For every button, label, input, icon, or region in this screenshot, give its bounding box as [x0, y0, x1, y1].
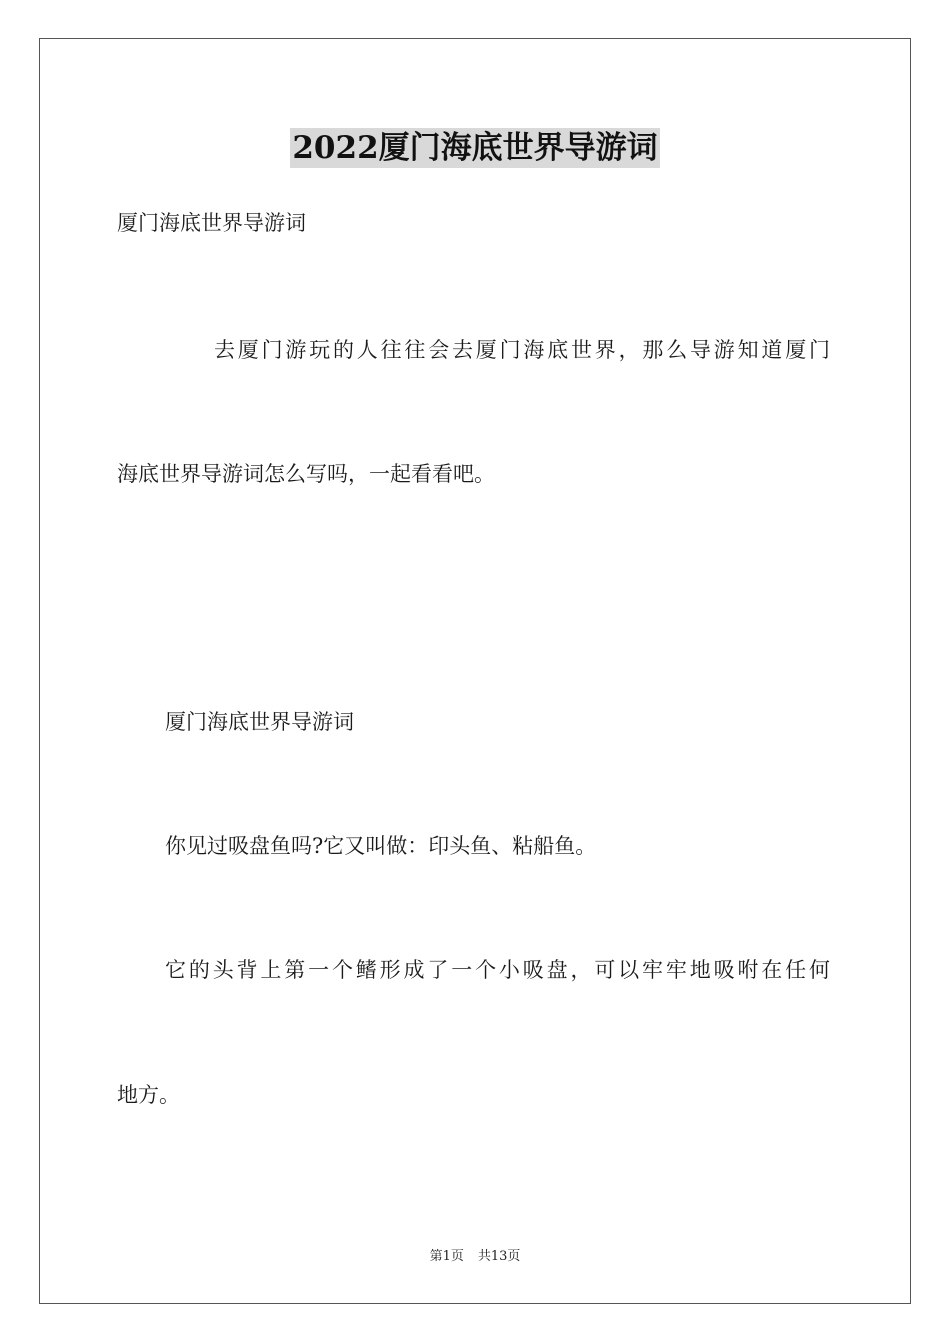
page-number: 第1页 — [429, 1249, 464, 1264]
paragraph-remora-line-1: 它的头背上第一个鳍形成了一个小吸盘，可以牢牢地吸咐在任何 — [165, 958, 830, 982]
paragraph-remora-question: 你见过吸盘鱼吗?它又叫做：印头鱼、粘船鱼。 — [165, 834, 597, 858]
paragraph-intro-line-2: 海底世界导游词怎么写吗，一起看看吧。 — [117, 462, 495, 486]
section-heading: 厦门海底世界导游词 — [165, 710, 354, 734]
title-container — [0, 128, 950, 168]
document-title: 2022厦门海底世界导游词 — [292, 130, 658, 166]
paragraph-intro-line-1: 去厦门游玩的人往往会去厦门海底世界，那么导游知道厦门 — [214, 338, 830, 362]
page-total: 共13页 — [477, 1249, 521, 1264]
document-subtitle: 厦门海底世界导游词 — [117, 211, 306, 235]
page-footer — [0, 1248, 950, 1266]
paragraph-remora-line-2: 地方。 — [117, 1083, 180, 1107]
